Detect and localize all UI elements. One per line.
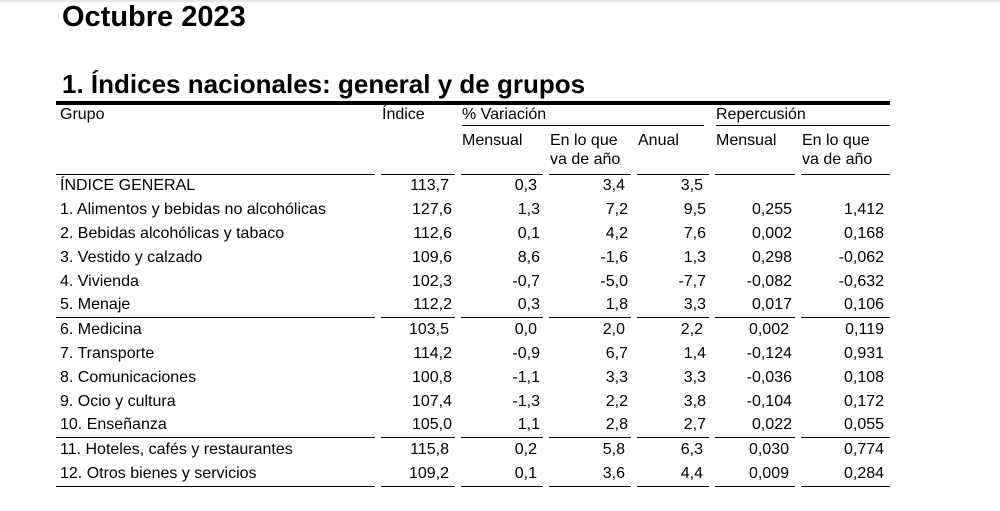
row-rep-mensual: 0,002 [712,318,798,342]
row-indice: 112,6 [413,224,452,242]
row-anual: -7,7 [678,272,706,290]
row-rep-mensual [712,174,798,198]
row-anual: 3,5 [634,174,712,198]
row-rep-mensual: 0,298 [751,248,792,266]
row-anual: 3,8 [683,392,706,410]
row-rep-ano: 0,106 [843,296,885,314]
row-rep-ano: 0,172 [843,392,885,410]
table-row [56,438,890,462]
row-ano: 2,8 [605,416,628,434]
header-ano-line1: En lo que [550,132,618,149]
table-row [56,246,890,270]
row-indice: 102,3 [411,272,452,290]
row-ano: 7,2 [605,201,628,219]
header-anual: Anual [638,132,679,149]
row-ano: 5,8 [546,438,634,462]
row-mensual: -0,9 [512,344,540,362]
row-mensual: 1,1 [517,416,540,434]
table-row [56,413,890,437]
row-rep-mensual: -0,082 [746,272,792,290]
row-indice: 114,2 [413,344,452,362]
row-indice: 105,0 [411,416,452,434]
row-anual: 9,5 [683,201,706,219]
row-rep-ano [798,174,890,198]
table-row [56,270,890,294]
row-mensual: 1,3 [517,201,540,219]
row-rep-mensual: -0,036 [746,368,792,386]
row-indice: 107,4 [411,392,452,410]
table-row [56,390,890,414]
header-rep-ano-line2: va de año [802,151,873,168]
row-rep-ano: 1,412 [843,201,885,219]
row-anual: 2,2 [634,318,712,342]
row-mensual: 0,2 [458,438,546,462]
row-anual: 2,7 [683,416,706,434]
row-name: 2. Bebidas alcohólicas y tabaco [60,224,285,242]
row-ano: 3,3 [605,368,628,386]
table-row [56,198,890,222]
row-ano: -1,6 [600,248,628,266]
table-row [56,318,890,342]
row-ano: -5,0 [600,272,628,290]
row-ano: 3,4 [546,174,634,198]
row-indice: 112,2 [413,296,452,314]
row-ano: 4,2 [605,224,628,242]
header-grupo: Grupo [60,106,105,123]
table-row [56,222,890,246]
row-mensual: 0,3 [458,174,546,198]
table-row [56,293,890,317]
row-rep-ano: 0,284 [798,462,890,486]
header-row-1 [56,105,890,127]
row-anual: 3,3 [683,368,706,386]
row-indice: 103,5 [378,318,458,342]
row-indice: 100,8 [411,368,452,386]
header-repercusion: Repercusión [716,105,890,126]
row-rep-mensual: -0,124 [746,344,792,362]
row-name: 12. Otros bienes y servicios [56,462,378,486]
header-variacion: % Variación [462,105,704,126]
row-anual: 7,6 [683,224,706,242]
row-mensual: 0,3 [517,296,540,314]
header-mensual: Mensual [462,132,523,149]
row-mensual: 0,0 [458,318,546,342]
table-body [56,174,890,486]
table-row [56,342,890,366]
row-name: ÍNDICE GENERAL [56,174,378,198]
row-rep-ano: 0,119 [798,318,890,342]
row-ano: 2,0 [546,318,634,342]
row-name: 8. Comunicaciones [60,368,197,386]
row-rep-mensual: -0,104 [746,392,792,410]
row-rep-ano: 0,774 [798,438,890,462]
row-anual: 1,4 [683,344,706,362]
row-mensual: -0,7 [512,272,540,290]
page-title: Octubre 2023 [62,1,246,33]
row-name: 7. Transporte [60,344,155,362]
row-rep-mensual: 0,255 [751,201,792,219]
row-ano: 2,2 [605,392,628,410]
row-mensual: 0,1 [517,224,540,242]
row-indice: 113,7 [378,174,458,198]
row-rep-ano: 0,931 [843,344,885,362]
row-ano: 6,7 [605,344,628,362]
header-ano-line2: va de año [550,151,621,168]
row-name: 5. Menaje [60,296,131,314]
row-indice: 127,6 [411,201,452,219]
row-name: 11. Hoteles, cafés y restaurantes [56,438,378,462]
row-anual: 1,3 [683,248,706,266]
row-ano: 1,8 [605,296,628,314]
row-indice: 115,8 [378,438,458,462]
row-name: 1. Alimentos y bebidas no alcohólicas [60,201,326,219]
row-indice: 109,2 [378,462,458,486]
row-name: 3. Vestido y calzado [60,248,203,266]
row-rep-ano: 0,168 [843,224,885,242]
row-anual: 4,4 [634,462,712,486]
header-rep-ano-line1: En lo que [802,132,870,149]
row-mensual: -1,1 [512,368,540,386]
row-rep-ano: 0,055 [843,416,885,434]
table-row [56,462,890,486]
row-name: 9. Ocio y cultura [60,392,176,410]
row-rep-mensual: 0,030 [712,438,798,462]
row-mensual: -1,3 [512,392,540,410]
row-name: 4. Vivienda [60,272,139,290]
row-mensual: 8,6 [517,248,540,266]
row-name: 6. Medicina [56,318,378,342]
table-row-general [56,174,890,198]
indices-table [56,101,890,487]
row-rep-mensual: 0,017 [751,296,792,314]
row-rep-ano: -0,062 [838,248,885,266]
row-mensual: 0,1 [458,462,546,486]
row-rep-mensual: 0,022 [751,416,792,434]
section-title: 1. Índices nacionales: general y de grupos [62,69,586,99]
row-rep-ano: 0,108 [843,368,885,386]
header-row-2 [56,127,890,174]
row-anual: 3,3 [683,296,706,314]
header-indice: Índice [382,106,425,123]
header-rep-mensual: Mensual [716,132,777,149]
row-ano: 3,6 [546,462,634,486]
row-rep-ano: -0,632 [838,272,885,290]
row-rep-mensual: 0,009 [712,462,798,486]
row-anual: 6,3 [634,438,712,462]
row-indice: 109,6 [411,248,452,266]
row-name: 10. Enseñanza [60,416,167,434]
row-rep-mensual: 0,002 [751,224,792,242]
table-row [56,366,890,390]
